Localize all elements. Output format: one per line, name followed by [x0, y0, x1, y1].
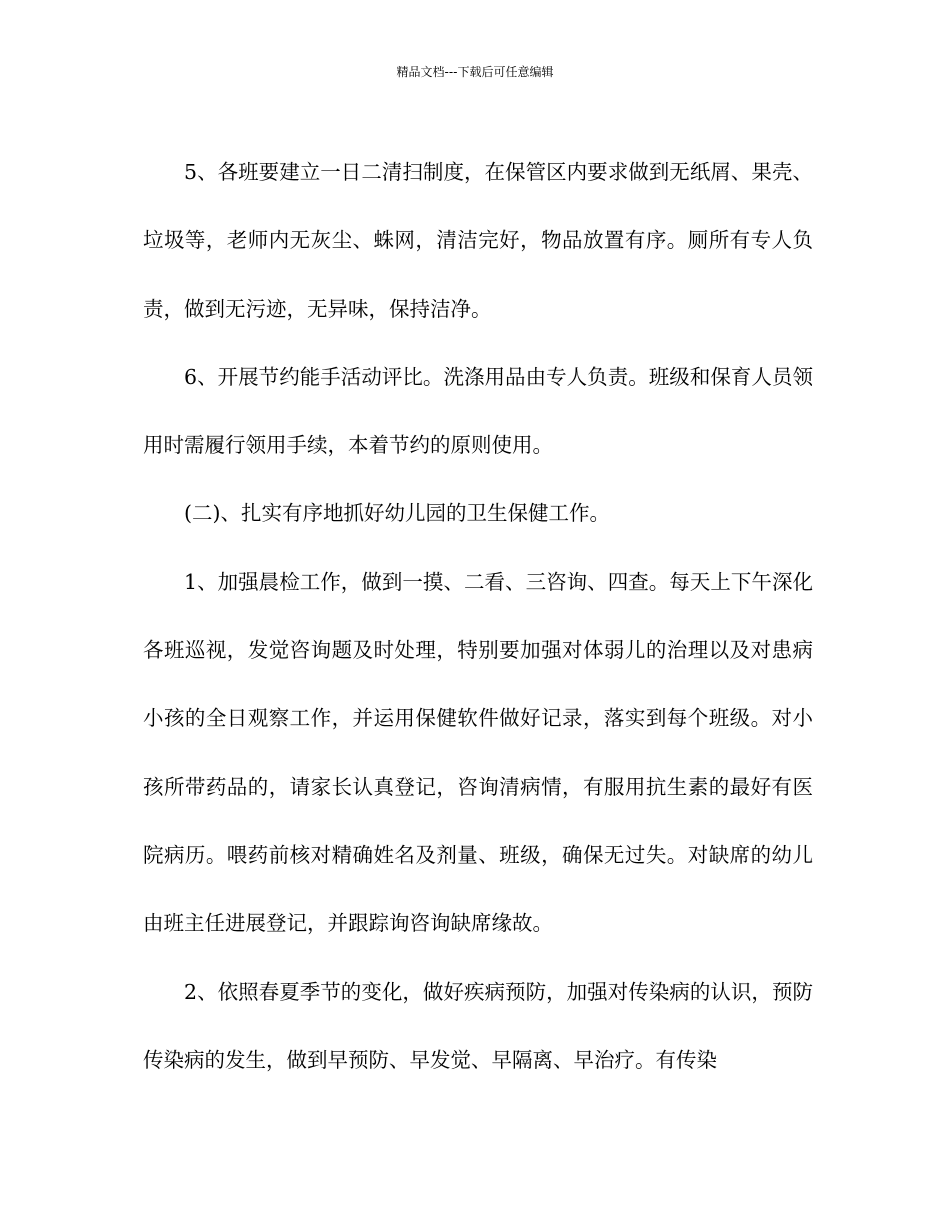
- page-header: 精品文档---下载后可任意编辑: [396, 65, 554, 79]
- paragraph-1-morning-check: 1、加强晨检工作，做到一摸、二看、三咨询、四查。每天上下午深化各班巡视，发觉咨询题及时处理，特别要加强对体弱儿的治理以及对患病小孩的全日观察工作，并运用保健软件做好记录，落实到每个班级。对小孩所带药品的，请家长认真登记，咨询清病情，有服用抗生素的最好有医院病历。喂药前核对精确姓名及剂量、班级，确保无过失。对缺席的幼儿由班主任进展登记，并跟踪询咨询缺席缘故。: [143, 569, 813, 936]
- section-heading-health-care: (二)、扎实有序地抓好幼儿园的卫生保健工作。: [184, 501, 610, 526]
- document-body: [143, 138, 813, 1094]
- paragraph-5-cleaning-system: 5、各班要建立一日二清扫制度，在保管区内要求做到无纸屑、果壳、垃圾等，老师内无灰尘、蛛网，清洁完好，物品放置有序。厕所有专人负责，做到无污迹，无异味，保持洁净。: [143, 160, 813, 321]
- paragraph-6-saving-contest: 6、开展节约能手活动评比。洗涤用品由专人负责。班级和保育人员领用时需履行领用手续，本着节约的原则使用。: [143, 364, 813, 458]
- paragraph-2-disease-prevention: 2、依照春夏季节的变化，做好疾病预防，加强对传染病的认识，预防传染病的发生，做到早预防、早发觉、早隔离、早治疗。有传染: [143, 979, 813, 1072]
